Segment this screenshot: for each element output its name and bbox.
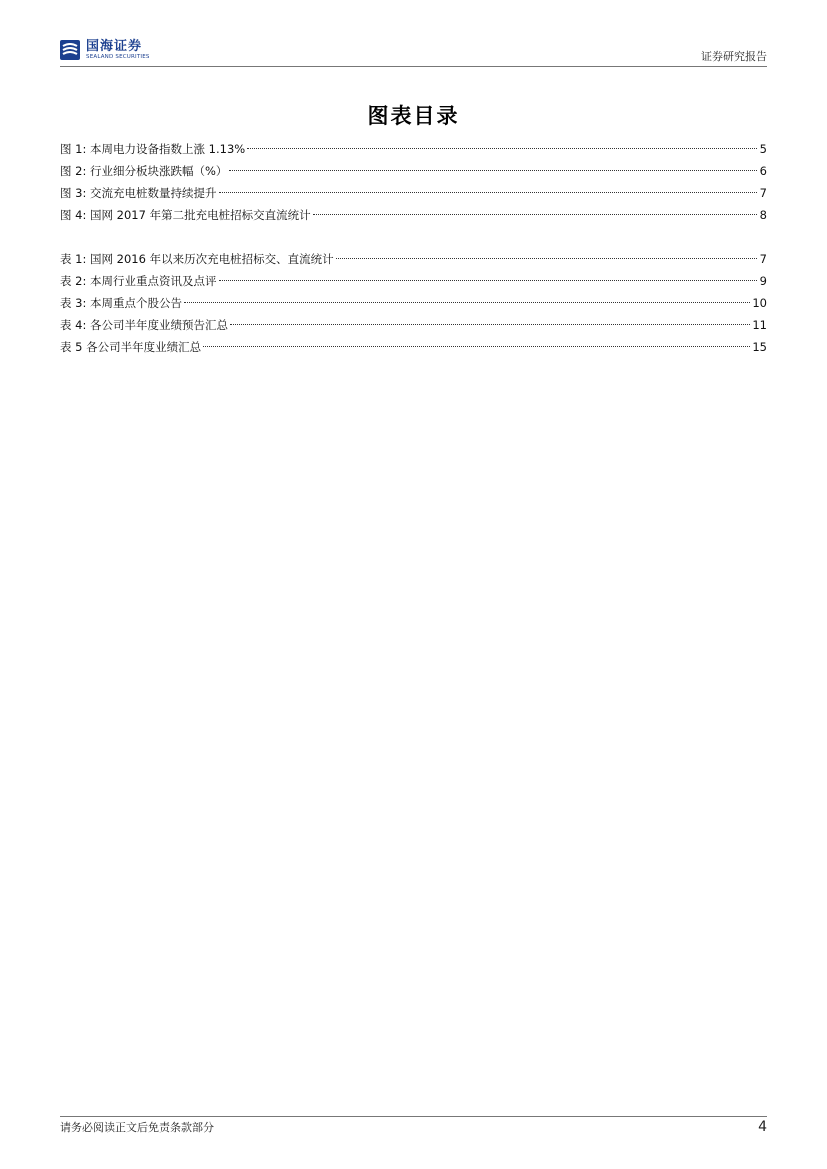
toc-entry-table-3[interactable] [60, 292, 767, 314]
dot-leader [203, 345, 750, 347]
footer-disclaimer: 请务必阅读正文后免责条款部分 [60, 1121, 214, 1134]
logo-english-name: SEALAND SECURITIES [86, 53, 150, 60]
toc-entry-label: 图 1: 本周电力设备指数上涨 1.13% [60, 142, 246, 156]
toc-entry-page: 15 [752, 340, 767, 354]
dot-leader [219, 279, 757, 281]
figures-list [60, 138, 767, 226]
toc-entry-label: 图 2: 行业细分板块涨跌幅（%） [60, 164, 228, 178]
toc-entry-table-5[interactable] [60, 336, 767, 358]
toc-entry-table-2[interactable] [60, 270, 767, 292]
toc-entry-table-4[interactable] [60, 314, 767, 336]
toc-entry-label: 表 2: 本周行业重点资讯及点评 [60, 274, 217, 288]
toc-entry-table-1[interactable] [60, 248, 767, 270]
dot-leader [184, 301, 750, 303]
dot-leader [230, 323, 750, 325]
toc-entry-label: 图 3: 交流充电桩数量持续提升 [60, 186, 217, 200]
dot-leader [219, 191, 757, 193]
dot-leader [229, 169, 757, 171]
logo-chinese-name: 国海证券 [86, 38, 143, 54]
dot-leader [247, 147, 757, 149]
toc-entry-label: 表 3: 本周重点个股公告 [60, 296, 183, 310]
company-logo [60, 36, 150, 64]
table-of-figures [60, 138, 767, 358]
dot-leader [313, 213, 757, 215]
toc-entry-page: 7 [759, 186, 767, 200]
toc-entry-page: 11 [752, 318, 767, 332]
sealand-logo-icon [60, 40, 80, 60]
toc-entry-page: 10 [752, 296, 767, 310]
toc-entry-label: 表 4: 各公司半年度业绩预告汇总 [60, 318, 229, 332]
toc-entry-label: 表 1: 国网 2016 年以来历次充电桩招标交、直流统计 [60, 252, 334, 266]
toc-entry-figure-3[interactable] [60, 182, 767, 204]
page-number: 4 [758, 1119, 767, 1135]
toc-entry-page: 6 [759, 164, 767, 178]
header-divider [60, 66, 767, 67]
page-header [60, 36, 767, 64]
dot-leader [336, 257, 757, 259]
footer-divider [60, 1116, 767, 1117]
toc-entry-page: 5 [759, 142, 767, 156]
toc-entry-page: 9 [759, 274, 767, 288]
toc-title: 图表目录 [367, 104, 460, 128]
toc-entry-page: 7 [759, 252, 767, 266]
toc-entry-figure-2[interactable] [60, 160, 767, 182]
tables-list [60, 248, 767, 358]
toc-entry-label: 图 4: 国网 2017 年第二批充电桩招标交直流统计 [60, 208, 311, 222]
toc-entry-figure-1[interactable] [60, 138, 767, 160]
toc-entry-label: 表 5 各公司半年度业绩汇总 [60, 340, 202, 354]
toc-entry-page: 8 [759, 208, 767, 222]
toc-entry-figure-4[interactable] [60, 204, 767, 226]
report-type-label: 证券研究报告 [701, 50, 767, 63]
